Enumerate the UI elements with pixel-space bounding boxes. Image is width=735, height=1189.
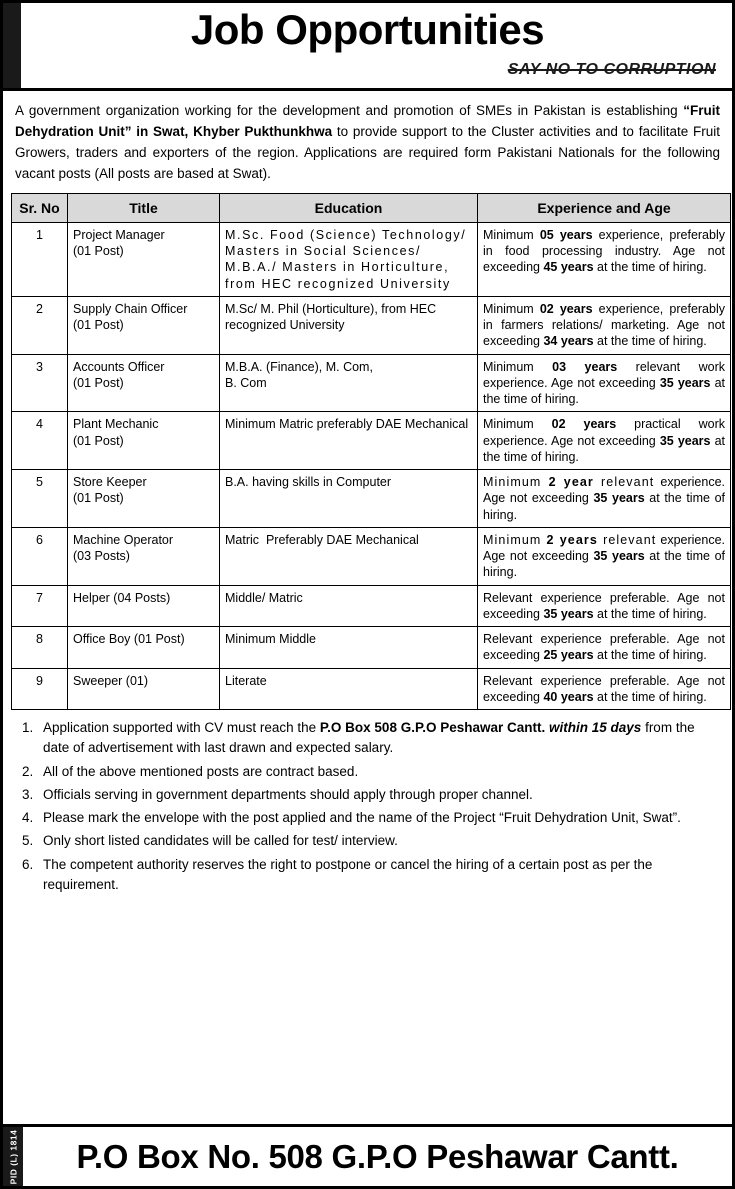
cell-education: Matric Preferably DAE Mechanical — [220, 527, 478, 585]
cell-education: Minimum Middle — [220, 627, 478, 669]
table-row — [12, 585, 731, 627]
table-row — [12, 627, 731, 669]
cell-title: Plant Mechanic (01 Post) — [68, 412, 220, 470]
list-item: 4. Please mark the envelope with the post applied and the name of the Project “Fruit Dehydration Unit, Swat”. — [37, 808, 720, 828]
cell-education: B.A. having skills in Computer — [220, 470, 478, 528]
footer-address: P.O Box No. 508 G.P.O Peshawar Cantt. — [76, 1137, 679, 1175]
cell-education: M.Sc. Food (Science) Technology/ Masters in Social Sciences/ M.B.A./ Masters in Horticulture, from HEC recognized University — [220, 222, 478, 296]
column-header-sr-no: Sr. No — [12, 193, 68, 222]
cell-title: Project Manager (01 Post) — [68, 222, 220, 296]
cell-experience: Minimum 2 year relevant experience. Age not exceeding 35 years at the time of hiring. — [478, 470, 731, 528]
table-row — [12, 412, 731, 470]
cell-title: Store Keeper (01 Post) — [68, 470, 220, 528]
cell-experience: Relevant experience preferable. Age not exceeding 35 years at the time of hiring. — [478, 585, 731, 627]
cell-title: Office Boy (01 Post) — [68, 627, 220, 669]
list-item: 6. The competent authority reserves the right to postpone or cancel the hiring of a certain post as per the requirement. — [37, 855, 720, 896]
cell-sr-no: 4 — [12, 412, 68, 470]
list-item: 3. Officials serving in government departments should apply through proper channel. — [37, 785, 720, 805]
intro-paragraph — [3, 91, 732, 193]
intro-part-1: A government organization working for the development and promotion of SMEs in Pakistan is establishing — [15, 103, 684, 118]
table-row — [12, 668, 731, 710]
cell-sr-no: 6 — [12, 527, 68, 585]
anti-corruption-slogan: SAY NO TO CORRUPTION — [507, 61, 716, 78]
pid-label — [3, 1127, 23, 1186]
cell-experience: Minimum 02 years practical work experience. Age not exceeding 35 years at the time of hiring. — [478, 412, 731, 470]
column-header-experience-age: Experience and Age — [478, 193, 731, 222]
cell-sr-no: 2 — [12, 296, 68, 354]
cell-experience: Minimum 2 years relevant experience. Age not exceeding 35 years at the time of hiring. — [478, 527, 731, 585]
cell-sr-no: 1 — [12, 222, 68, 296]
cell-experience: Relevant experience preferable. Age not exceeding 40 years at the time of hiring. — [478, 668, 731, 710]
cell-sr-no: 9 — [12, 668, 68, 710]
page-title: Job Opportunities — [190, 6, 545, 53]
vacancies-table — [11, 193, 731, 710]
table-row — [12, 527, 731, 585]
cell-education: Middle/ Matric — [220, 585, 478, 627]
cell-title: Machine Operator (03 Posts) — [68, 527, 220, 585]
column-header-title: Title — [68, 193, 220, 222]
cell-education: Minimum Matric preferably DAE Mechanical — [220, 412, 478, 470]
intro-part-2: to provide support to the Cluster activities and to facilitate Fruit Growers, traders and exporters of the region. Applications are required form Pakistani Nationals for the following vacant posts (All posts are based at Swat). — [15, 123, 720, 181]
cell-sr-no: 3 — [12, 354, 68, 412]
list-item: 2. All of the above mentioned posts are contract based. — [37, 762, 720, 782]
cell-sr-no: 8 — [12, 627, 68, 669]
cell-sr-no: 7 — [12, 585, 68, 627]
notes-list — [15, 718, 720, 895]
table-row — [12, 470, 731, 528]
list-item: 1. Application supported with CV must reach the P.O Box 508 G.P.O Peshawar Cantt. within 15 days from the date of advertisement with last drawn and expected salary. — [37, 718, 720, 759]
intro-highlight: “Fruit Dehydration Unit” in Swat, Khyber Pukthunkhwa — [15, 103, 720, 139]
cell-education: Literate — [220, 668, 478, 710]
list-item: 5. Only short listed candidates will be called for test/ interview. — [37, 831, 720, 851]
cell-title: Supply Chain Officer (01 Post) — [68, 296, 220, 354]
cell-title: Helper (04 Posts) — [68, 585, 220, 627]
cell-education: M.Sc/ M. Phil (Horticulture), from HEC recognized University — [220, 296, 478, 354]
table-row — [12, 296, 731, 354]
cell-experience: Minimum 02 years experience, preferably in farmers relations/ marketing. Age not exceeding 34 years at the time of hiring. — [478, 296, 731, 354]
cell-sr-no: 5 — [12, 470, 68, 528]
cell-experience: Minimum 05 years experience, preferably in food processing industry. Age not exceeding 45 years at the time of hiring. — [478, 222, 731, 296]
pid-text: PID (L) 1814 — [8, 1129, 18, 1184]
cell-experience: Minimum 03 years relevant work experience. Age not exceeding 35 years at the time of hiring. — [478, 354, 731, 412]
cell-experience: Relevant experience preferable. Age not exceeding 25 years at the time of hiring. — [478, 627, 731, 669]
cell-title: Sweeper (01) — [68, 668, 220, 710]
cell-title: Accounts Officer (01 Post) — [68, 354, 220, 412]
page-footer — [3, 1124, 732, 1186]
page-header — [3, 3, 732, 91]
table-row — [12, 354, 731, 412]
table-row — [12, 222, 731, 296]
column-header-education: Education — [220, 193, 478, 222]
table-header-row — [12, 193, 731, 222]
cell-education: M.B.A. (Finance), M. Com, B. Com — [220, 354, 478, 412]
